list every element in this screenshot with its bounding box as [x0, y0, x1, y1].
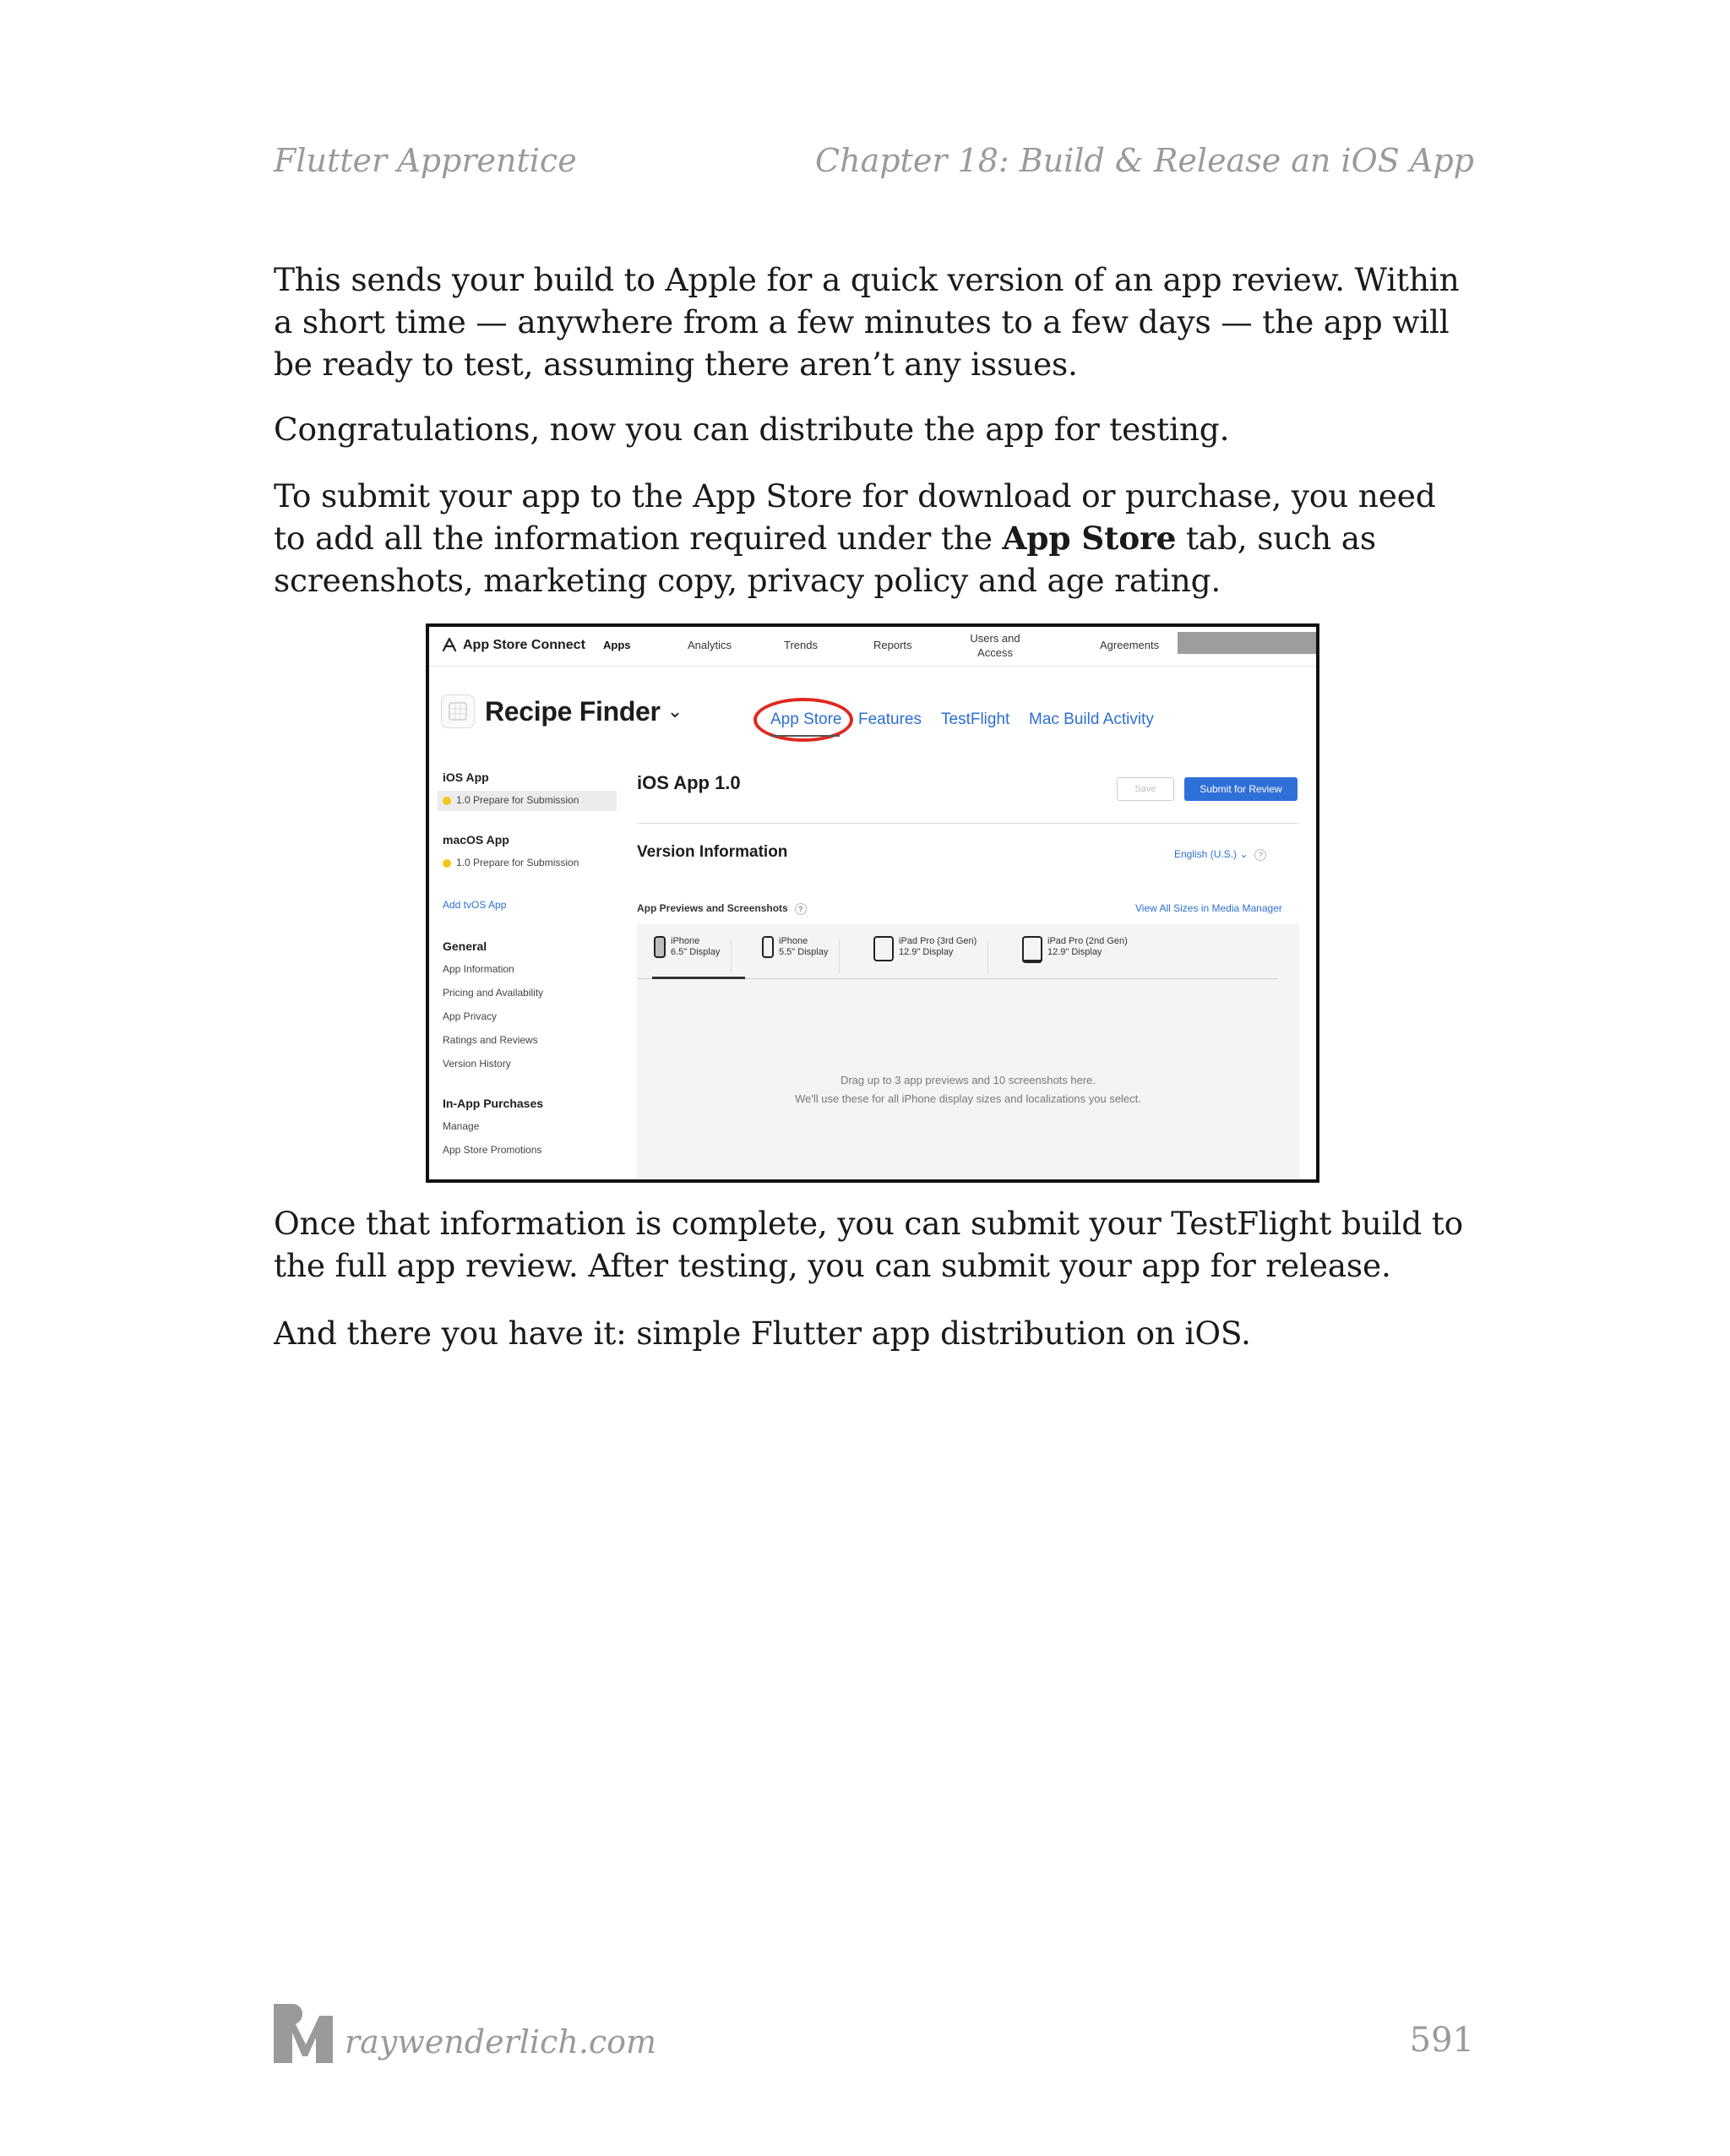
paragraph-submit-app-store: [274, 475, 1474, 602]
device-line2: 12.9" Display: [1047, 947, 1102, 957]
raywenderlich-logo-icon: [274, 2004, 333, 2063]
status-dot-icon: [443, 797, 451, 805]
sidebar-macos-status[interactable]: [443, 857, 579, 868]
version-title: iOS App 1.0: [637, 772, 741, 793]
sidebar-add-tvos-app[interactable]: Add tvOS App: [443, 899, 507, 911]
sidebar-item-app-information[interactable]: App Information: [443, 963, 514, 975]
chevron-down-icon: ⌄: [1239, 848, 1249, 860]
p3-bold-app-store: App Store: [1002, 520, 1177, 557]
nav-apps[interactable]: Apps: [603, 639, 631, 651]
view-all-sizes-link[interactable]: View All Sizes in Media Manager: [1135, 902, 1282, 914]
sidebar-item-promotions[interactable]: App Store Promotions: [443, 1144, 542, 1156]
device-tab-iphone-55[interactable]: [762, 936, 828, 977]
device-line2: 5.5" Display: [779, 947, 829, 957]
sidebar-macos-heading: macOS App: [443, 833, 509, 847]
tab-mac-build-activity[interactable]: Mac Build Activity: [1029, 710, 1154, 728]
sidebar-item-ratings[interactable]: Ratings and Reviews: [443, 1034, 538, 1046]
language-select[interactable]: [1174, 848, 1266, 861]
sidebar-general-heading: General: [443, 939, 487, 953]
tab-features[interactable]: Features: [858, 710, 922, 728]
asc-brand-label: App Store Connect: [463, 638, 585, 652]
tab-testflight[interactable]: TestFlight: [941, 710, 1010, 728]
asc-top-bar: [429, 627, 1316, 667]
language-select-label: English (U.S.): [1174, 848, 1238, 860]
running-header-book-title: Flutter Apprentice: [274, 142, 577, 179]
device-line2: 6.5" Display: [671, 947, 721, 957]
asc-brand[interactable]: [441, 637, 585, 654]
drop-instructions: [637, 1071, 1299, 1108]
paragraph-once-complete: Once that information is complete, you can submit your TestFlight build to the full app review. After testing, you can submit your app for release.: [274, 1205, 1463, 1284]
iphone-icon: [654, 936, 666, 958]
chevron-down-icon[interactable]: ⌄: [666, 700, 683, 721]
nav-agreements[interactable]: Agreements: [1100, 639, 1160, 651]
previews-label: [637, 902, 807, 915]
submit-for-review-button[interactable]: Submit for Review: [1184, 777, 1298, 801]
app-icon: [441, 694, 475, 728]
paragraph-build-sent: This sends your build to Apple for a quick version of an app review. Within a short time — anywhere from a few minutes to a few days — the app will be ready to test, assuming there aren’t any issues.: [274, 261, 1460, 383]
device-tab-ipad-2nd[interactable]: [1022, 936, 1128, 977]
nav-users-and-access[interactable]: Users and Access: [970, 632, 1020, 659]
device-tab-active-indicator: [652, 977, 745, 979]
redacted-account-box: [1178, 632, 1316, 654]
device-tab-label: [1047, 936, 1128, 958]
sidebar-item-version-history[interactable]: Version History: [443, 1058, 511, 1070]
app-header: [441, 694, 683, 728]
device-tab-iphone-65[interactable]: [654, 936, 720, 977]
tab-app-store-underline: [770, 735, 840, 737]
p3-text-after: tab, such as screenshots, marketing copy, privacy policy and age rating.: [274, 520, 1376, 599]
sidebar-ios-heading: iOS App: [443, 770, 489, 784]
sidebar-item-pricing[interactable]: Pricing and Availability: [443, 987, 544, 999]
page-number: 591: [1409, 2021, 1474, 2060]
device-tab-label: [899, 936, 977, 958]
recipe-grid-icon: [447, 700, 469, 722]
tab-app-store[interactable]: App Store: [770, 710, 842, 728]
ipad-icon: [1022, 936, 1042, 963]
device-tab-label: [671, 936, 720, 958]
app-store-connect-screenshot: [426, 623, 1319, 1183]
drop-line-2: We'll use these for all iPhone display sizes and localizations you select.: [795, 1092, 1141, 1105]
device-tabs: [637, 936, 1279, 978]
status-dot-icon: [443, 859, 451, 868]
drop-line-1: Drag up to 3 app previews and 10 screenshots here.: [840, 1074, 1096, 1086]
running-header-chapter-title: Chapter 18: Build & Release an iOS App: [815, 142, 1474, 179]
sidebar-item-app-privacy[interactable]: App Privacy: [443, 1010, 498, 1022]
device-line1: iPhone: [779, 936, 808, 946]
divider: [637, 823, 1299, 824]
tab-separator: [731, 939, 732, 973]
previews-label-text: App Previews and Screenshots: [637, 902, 788, 914]
nav-analytics[interactable]: Analytics: [688, 639, 732, 651]
save-button[interactable]: Save: [1117, 777, 1174, 801]
paragraph-conclusion: And there you have it: simple Flutter app distribution on iOS.: [274, 1315, 1251, 1352]
device-tab-label: [779, 936, 828, 958]
sidebar-item-manage[interactable]: Manage: [443, 1120, 480, 1132]
sidebar-ios-status[interactable]: [443, 794, 579, 806]
nav-reports[interactable]: Reports: [873, 639, 912, 651]
paragraph-congratulations: Congratulations, now you can distribute the app for testing.: [274, 411, 1230, 448]
device-line1: iPad Pro (2nd Gen): [1047, 936, 1128, 946]
footer-site: raywenderlich.com: [345, 2023, 657, 2061]
p3-text-before: To submit your app to the App Store for download or purchase, you need to add all the information required under the: [274, 477, 1436, 557]
device-line1: iPad Pro (3rd Gen): [899, 936, 977, 946]
sidebar-iap-heading: In-App Purchases: [443, 1097, 544, 1110]
sidebar-ios-status-label: 1.0 Prepare for Submission: [456, 794, 579, 806]
app-name[interactable]: Recipe Finder: [485, 695, 661, 727]
ipad-icon: [873, 936, 894, 961]
version-information-heading: Version Information: [637, 843, 788, 861]
device-tab-ipad-3rd[interactable]: [873, 936, 977, 977]
help-icon[interactable]: ?: [1254, 849, 1266, 861]
help-icon[interactable]: ?: [795, 903, 807, 915]
app-store-icon: [441, 637, 458, 654]
device-line2: 12.9" Display: [899, 947, 954, 957]
tab-separator: [839, 939, 840, 973]
sidebar-macos-status-label: 1.0 Prepare for Submission: [456, 857, 579, 868]
iphone-icon: [762, 936, 774, 958]
tab-separator: [987, 939, 988, 973]
device-line1: iPhone: [671, 936, 700, 946]
nav-trends[interactable]: Trends: [784, 639, 818, 651]
